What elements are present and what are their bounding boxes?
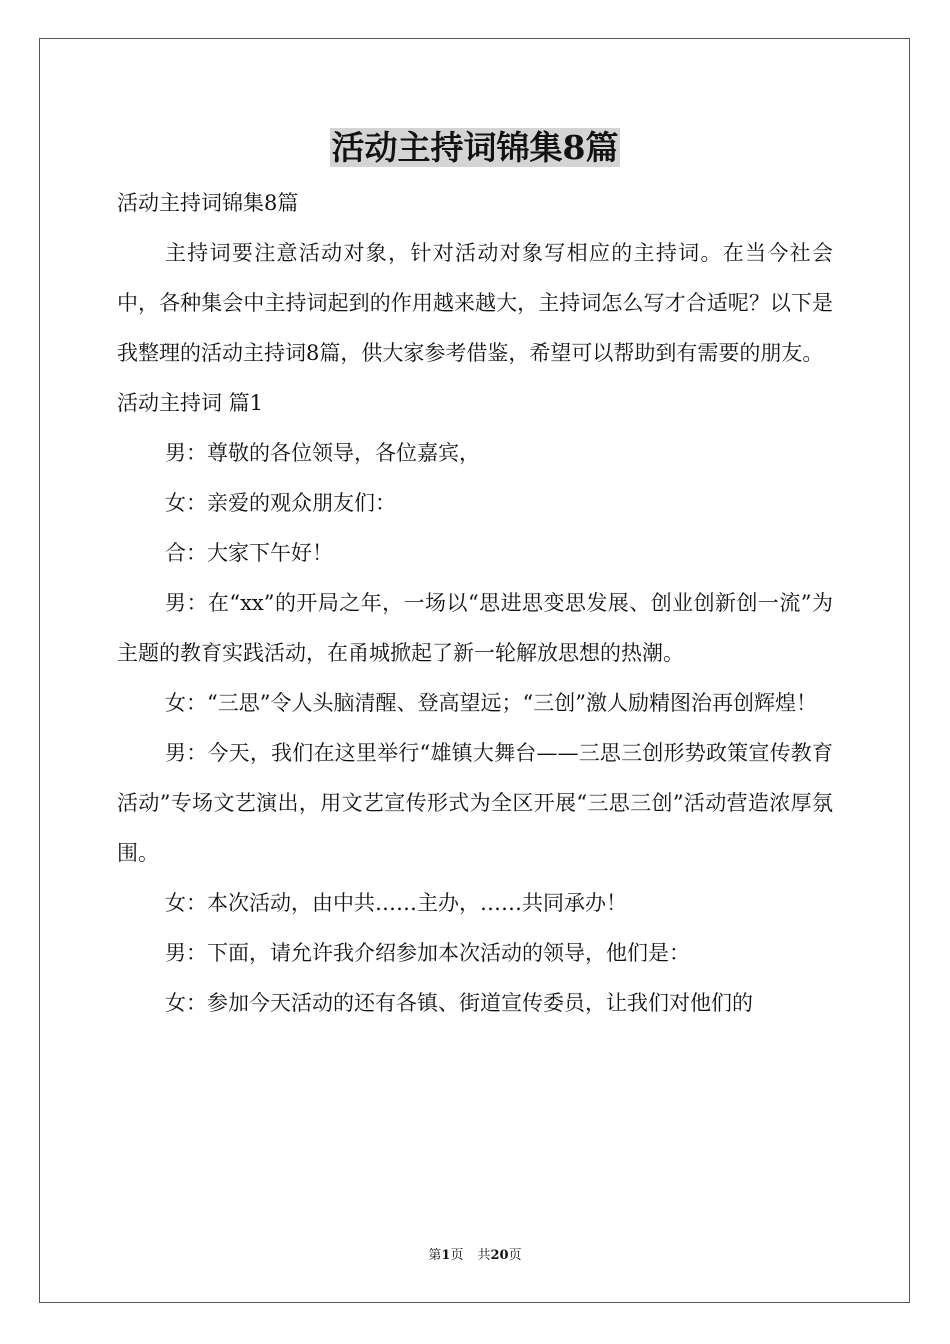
footer-page-current: 1	[441, 1248, 451, 1263]
footer-page-suffix: 页	[450, 1248, 464, 1263]
paragraph-subtitle: 活动主持词锦集8篇	[117, 191, 299, 215]
paragraph: 女：“三思”令人头脑清醒、登高望远；“三创”激人励精图治再创辉煌！	[165, 691, 817, 715]
footer-page-total: 20	[490, 1248, 509, 1263]
document-body	[117, 178, 833, 1028]
footer-page-prefix: 第	[428, 1248, 442, 1263]
paragraph: 合：大家下午好！	[165, 541, 333, 565]
footer-total-suffix: 页	[508, 1248, 522, 1263]
paragraph: 女：本次活动，由中共……主办，……共同承办！	[165, 891, 627, 915]
footer-total-prefix: 共	[477, 1248, 491, 1263]
document-title-text: 活动主持词锦集8篇	[331, 128, 619, 167]
page-footer	[0, 1246, 950, 1266]
paragraph: 女：亲爱的观众朋友们：	[165, 491, 396, 515]
document-title	[0, 124, 950, 172]
paragraph: 男：今天，我们在这里举行“雄镇大舞台——三思三创形势政策宣传教育活动”专场文艺演出，用文艺宣传形式为全区开展“三思三创”活动营造浓厚氛围。	[117, 741, 833, 865]
paragraph-intro: 主持词要注意活动对象，针对活动对象写相应的主持词。在当今社会中，各种集会中主持词起到的作用越来越大，主持词怎么写才合适呢？以下是我整理的活动主持词8篇，供大家参考借鉴，希望可以帮助到有需要的朋友。	[117, 241, 833, 365]
paragraph: 女：参加今天活动的还有各镇、街道宣传委员，让我们对他们的	[165, 991, 753, 1015]
paragraph: 男：在“xx”的开局之年，一场以“思进思变思发展、创业创新创一流”为主题的教育实践活动，在甬城掀起了新一轮解放思想的热潮。	[117, 591, 833, 665]
paragraph: 男：尊敬的各位领导，各位嘉宾，	[165, 441, 480, 465]
paragraph: 男：下面，请允许我介绍参加本次活动的领导，他们是：	[165, 941, 690, 965]
section-heading: 活动主持词 篇1	[117, 391, 264, 415]
